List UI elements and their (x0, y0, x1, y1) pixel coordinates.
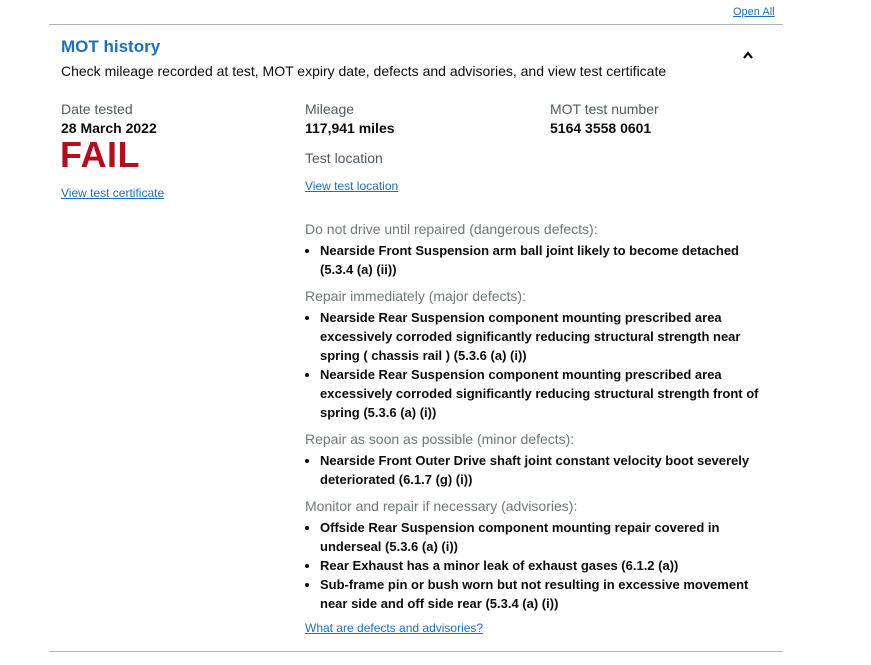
what-are-defects-link[interactable]: What are defects and advisories? (305, 621, 484, 635)
view-test-certificate-link[interactable]: View test certificate (61, 186, 165, 200)
mot-history-title[interactable]: MOT history (61, 37, 161, 56)
defect-item: • Nearside Rear Suspension component mounting prescribed area excessively corroded significantly reducing structural strength front of spring (5.3.6 (a) (i)) (320, 365, 775, 422)
minor-defects-list (305, 451, 775, 489)
date-tested-value: 28 March 2022 (61, 120, 157, 136)
chevron-up-icon[interactable] (742, 50, 754, 60)
advisory-item: • Rear Exhaust has a minor leak of exhaust gases (6.1.2 (a)) (320, 556, 775, 575)
defect-item: • Nearside Front Suspension arm ball joint likely to become detached (5.3.4 (a) (ii)) (320, 241, 775, 279)
test-result-status: FAIL (60, 134, 140, 175)
minor-defects-section (305, 431, 775, 489)
open-all-link[interactable]: Open All (733, 6, 775, 18)
dangerous-defects-section (305, 221, 775, 279)
mileage-label: Mileage (305, 101, 355, 117)
view-test-location-link[interactable]: View test location (305, 179, 399, 193)
major-defects-list (305, 308, 775, 422)
major-defects-label: Repair immediately (major defects): (305, 288, 526, 304)
mot-test-number-value: 5164 3558 0601 (550, 120, 652, 136)
advisories-list (305, 518, 775, 613)
mot-history-subtitle: Check mileage recorded at test, MOT expiry date, defects and advisories, and view test certificate (61, 63, 667, 79)
dangerous-defects-list (305, 241, 775, 279)
section-divider-bottom (49, 651, 783, 652)
major-defects-section (305, 288, 775, 422)
mileage-value: 117,941 miles (305, 120, 395, 136)
minor-defects-label: Repair as soon as possible (minor defects): (305, 431, 575, 447)
test-location-label: Test location (305, 150, 383, 166)
dangerous-defects-label: Do not drive until repaired (dangerous defects): (305, 221, 598, 237)
advisories-label: Monitor and repair if necessary (advisories): (305, 498, 578, 514)
advisory-item: • Offside Rear Suspension component mounting repair covered in underseal (5.3.6 (a) (i)) (320, 518, 775, 556)
mot-test-number-label: MOT test number (550, 101, 659, 117)
advisories-section (305, 498, 775, 613)
defect-item: • Nearside Rear Suspension component mounting prescribed area excessively corroded significantly reducing structural strength near spring ( chassis rail ) (5.3.6 (a) (i)) (320, 308, 775, 365)
date-tested-label: Date tested (61, 101, 133, 117)
advisory-item: • Sub-frame pin or bush worn but not resulting in excessive movement near side and off side rear (5.3.4 (a) (i)) (320, 575, 775, 613)
section-divider-top (49, 24, 783, 25)
defect-item: • Nearside Front Outer Drive shaft joint constant velocity boot severely deteriorated (6.1.7 (g) (i)) (320, 451, 775, 489)
